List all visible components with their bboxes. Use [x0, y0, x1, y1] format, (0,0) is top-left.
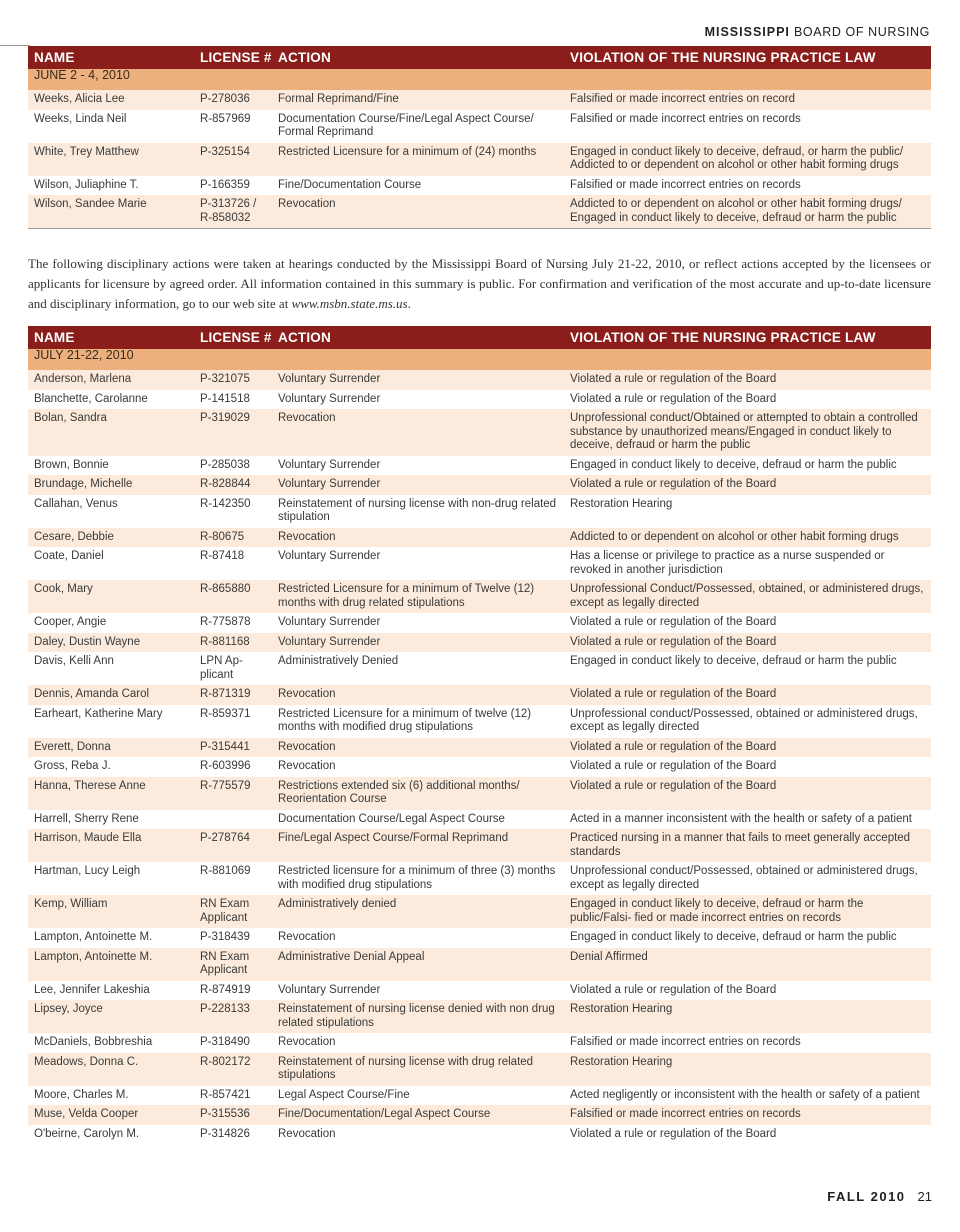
cell-violation: Unprofessional conduct/Possessed, obtained or administered drugs, except as legally directed: [564, 862, 931, 895]
cell-name: Cooper, Angie: [28, 613, 194, 633]
cell-action: Revocation: [272, 685, 564, 705]
cell-action: Restricted Licensure for a minimum of twelve (12) months with modified drug stipulations: [272, 705, 564, 738]
cell-name: White, Trey Matthew: [28, 143, 194, 176]
table-row: [28, 475, 931, 495]
cell-violation: Violated a rule or regulation of the Board: [564, 1125, 931, 1145]
cell-license: R-828844: [194, 475, 272, 495]
cell-violation: Acted negligently or inconsistent with the health or safety of a patient: [564, 1086, 931, 1106]
cell-action: Fine/Documentation Course: [272, 176, 564, 196]
cell-license: R-874919: [194, 981, 272, 1001]
table-row: [28, 685, 931, 705]
cell-license: P-325154: [194, 143, 272, 176]
cell-license: P-321075: [194, 370, 272, 390]
cell-name: Callahan, Venus: [28, 495, 194, 528]
cell-license: P-314826: [194, 1125, 272, 1145]
table-row: [28, 143, 931, 176]
cell-name: Gross, Reba J.: [28, 757, 194, 777]
col-header-violation: VIOLATION OF THE NURSING PRACTICE LAW: [564, 326, 931, 349]
cell-action: Administratively denied: [272, 895, 564, 928]
cell-action: Voluntary Surrender: [272, 547, 564, 580]
cell-license: P-318490: [194, 1033, 272, 1053]
cell-license: R-802172: [194, 1053, 272, 1086]
cell-name: Earheart, Katherine Mary: [28, 705, 194, 738]
cell-name: Davis, Kelli Ann: [28, 652, 194, 685]
hearing-date: JUNE 2 - 4, 2010: [28, 69, 931, 90]
cell-violation: Violated a rule or regulation of the Board: [564, 633, 931, 653]
cell-violation: Violated a rule or regulation of the Board: [564, 475, 931, 495]
table-row: [28, 1000, 931, 1033]
cell-name: Weeks, Linda Neil: [28, 110, 194, 143]
cell-action: Restricted licensure for a minimum of three (3) months with modified drug stipulations: [272, 862, 564, 895]
cell-name: Hanna, Therese Anne: [28, 777, 194, 810]
cell-violation: Restoration Hearing: [564, 1053, 931, 1086]
hearing-date: JULY 21-22, 2010: [28, 349, 931, 370]
cell-license: P-166359: [194, 176, 272, 196]
cell-action: Administrative Denial Appeal: [272, 948, 564, 981]
cell-violation: Falsified or made incorrect entries on records: [564, 110, 931, 143]
header-title-rest: BOARD OF NURSING: [789, 25, 930, 39]
disciplinary-table-june: [28, 46, 931, 229]
intro-end: .: [407, 296, 411, 311]
cell-name: Weeks, Alicia Lee: [28, 90, 194, 110]
cell-name: Kemp, William: [28, 895, 194, 928]
cell-action: Voluntary Surrender: [272, 633, 564, 653]
cell-action: Revocation: [272, 528, 564, 548]
cell-action: Restrictions extended six (6) additional months/ Reorientation Course: [272, 777, 564, 810]
cell-action: Restricted Licensure for a minimum of Twelve (12) months with drug related stipulations: [272, 580, 564, 613]
cell-license: LPN Ap- plicant: [194, 652, 272, 685]
col-header-license: LICENSE #: [194, 326, 272, 349]
cell-license: P-315441: [194, 738, 272, 758]
cell-license: P-318439: [194, 928, 272, 948]
table-row: [28, 810, 931, 830]
cell-violation: Violated a rule or regulation of the Board: [564, 685, 931, 705]
cell-action: Revocation: [272, 928, 564, 948]
cell-license: R-87418: [194, 547, 272, 580]
cell-action: Voluntary Surrender: [272, 475, 564, 495]
table-row: [28, 195, 931, 229]
cell-action: Legal Aspect Course/Fine: [272, 1086, 564, 1106]
cell-action: Revocation: [272, 757, 564, 777]
cell-name: Brown, Bonnie: [28, 456, 194, 476]
header-title-bold: MISSISSIPPI: [704, 25, 790, 39]
cell-license: R-865880: [194, 580, 272, 613]
table-row: [28, 1053, 931, 1086]
cell-license: P-228133: [194, 1000, 272, 1033]
issue-season: FALL 2010: [827, 1189, 906, 1204]
table-header-row: [28, 46, 931, 69]
top-rule: [0, 45, 30, 46]
table-row: [28, 862, 931, 895]
cell-license: P-285038: [194, 456, 272, 476]
table-row: [28, 409, 931, 456]
cell-name: Moore, Charles M.: [28, 1086, 194, 1106]
table-row: [28, 633, 931, 653]
table-row: [28, 613, 931, 633]
cell-license: RN Exam Applicant: [194, 948, 272, 981]
cell-name: Lampton, Antoinette M.: [28, 948, 194, 981]
table-row: [28, 948, 931, 981]
cell-action: Reinstatement of nursing license with drug related stipulations: [272, 1053, 564, 1086]
disciplinary-table-july: [28, 326, 931, 1144]
cell-name: Harrison, Maude Ella: [28, 829, 194, 862]
cell-license: P-278036: [194, 90, 272, 110]
cell-action: Voluntary Surrender: [272, 390, 564, 410]
cell-license: RN Exam Applicant: [194, 895, 272, 928]
cell-violation: Violated a rule or regulation of the Board: [564, 613, 931, 633]
cell-violation: Falsified or made incorrect entries on records: [564, 176, 931, 196]
table-row: [28, 777, 931, 810]
cell-violation: Falsified or made incorrect entries on record: [564, 90, 931, 110]
cell-license: P-141518: [194, 390, 272, 410]
cell-name: Lipsey, Joyce: [28, 1000, 194, 1033]
date-row: [28, 69, 931, 90]
table-row: [28, 928, 931, 948]
cell-name: O'beirne, Carolyn M.: [28, 1125, 194, 1145]
cell-license: P-278764: [194, 829, 272, 862]
cell-action: Restricted Licensure for a minimum of (24) months: [272, 143, 564, 176]
cell-violation: Engaged in conduct likely to deceive, defraud or harm the public: [564, 652, 931, 685]
website-link[interactable]: www.msbn.state.ms.us: [291, 296, 408, 311]
cell-action: Administratively Denied: [272, 652, 564, 685]
cell-license: R-857969: [194, 110, 272, 143]
cell-name: Dennis, Amanda Carol: [28, 685, 194, 705]
cell-violation: Denial Affirmed: [564, 948, 931, 981]
cell-violation: Falsified or made incorrect entries on records: [564, 1105, 931, 1125]
cell-name: Cesare, Debbie: [28, 528, 194, 548]
col-header-name: NAME: [28, 46, 194, 69]
date-row: [28, 349, 931, 370]
cell-name: Coate, Daniel: [28, 547, 194, 580]
cell-name: Wilson, Juliaphine T.: [28, 176, 194, 196]
col-header-license: LICENSE #: [194, 46, 272, 69]
table-row: [28, 757, 931, 777]
cell-action: Voluntary Surrender: [272, 981, 564, 1001]
cell-violation: Restoration Hearing: [564, 1000, 931, 1033]
cell-name: Harrell, Sherry Rene: [28, 810, 194, 830]
col-header-action: ACTION: [272, 46, 564, 69]
cell-action: Revocation: [272, 409, 564, 456]
table-row: [28, 1105, 931, 1125]
cell-violation: Has a license or privilege to practice as a nurse suspended or revoked in another jurisdiction: [564, 547, 931, 580]
cell-action: Reinstatement of nursing license with non-drug related stipulation: [272, 495, 564, 528]
cell-violation: Violated a rule or regulation of the Board: [564, 738, 931, 758]
cell-name: Everett, Donna: [28, 738, 194, 758]
cell-license: R-881168: [194, 633, 272, 653]
cell-action: Voluntary Surrender: [272, 613, 564, 633]
cell-name: Bolan, Sandra: [28, 409, 194, 456]
cell-license: P-315536: [194, 1105, 272, 1125]
table-row: [28, 652, 931, 685]
cell-violation: Violated a rule or regulation of the Board: [564, 390, 931, 410]
intro-text: The following disciplinary actions were taken at hearings conducted by the Mississippi Board of Nursing July 21-22, 2010, or reflect actions accepted by the licensees or applicants for licensure by agreed order. All information contained in this summary is public. For confirmation and verification of the most accurate and up-to-date licensure and disciplinary information, go to our web site at: [28, 256, 931, 311]
col-header-action: ACTION: [272, 326, 564, 349]
table-row: [28, 1125, 931, 1145]
cell-license: R-859371: [194, 705, 272, 738]
cell-action: Fine/Legal Aspect Course/Formal Reprimand: [272, 829, 564, 862]
cell-action: Formal Reprimand/Fine: [272, 90, 564, 110]
table-row: [28, 528, 931, 548]
cell-violation: Violated a rule or regulation of the Board: [564, 777, 931, 810]
cell-action: Revocation: [272, 195, 564, 229]
cell-name: Hartman, Lucy Leigh: [28, 862, 194, 895]
cell-license: R-775878: [194, 613, 272, 633]
cell-action: Documentation Course/Fine/Legal Aspect Course/ Formal Reprimand: [272, 110, 564, 143]
table-row: [28, 547, 931, 580]
cell-name: Anderson, Marlena: [28, 370, 194, 390]
cell-license: R-857421: [194, 1086, 272, 1106]
cell-violation: Engaged in conduct likely to deceive, defraud or harm the public: [564, 928, 931, 948]
table-row: [28, 1033, 931, 1053]
cell-violation: Violated a rule or regulation of the Board: [564, 370, 931, 390]
cell-action: Revocation: [272, 738, 564, 758]
table-row: [28, 705, 931, 738]
col-header-violation: VIOLATION OF THE NURSING PRACTICE LAW: [564, 46, 931, 69]
cell-action: Documentation Course/Legal Aspect Course: [272, 810, 564, 830]
page-header: [705, 25, 930, 39]
cell-action: Fine/Documentation/Legal Aspect Course: [272, 1105, 564, 1125]
cell-name: Lampton, Antoinette M.: [28, 928, 194, 948]
cell-violation: Violated a rule or regulation of the Board: [564, 981, 931, 1001]
cell-violation: Violated a rule or regulation of the Board: [564, 757, 931, 777]
cell-violation: Addicted to or dependent on alcohol or other habit forming drugs: [564, 528, 931, 548]
table-row: [28, 738, 931, 758]
table-row: [28, 895, 931, 928]
table-row: [28, 580, 931, 613]
cell-name: Brundage, Michelle: [28, 475, 194, 495]
cell-action: Revocation: [272, 1125, 564, 1145]
cell-license: R-871319: [194, 685, 272, 705]
cell-license: R-142350: [194, 495, 272, 528]
intro-paragraph: [28, 254, 931, 314]
cell-name: Blanchette, Carolanne: [28, 390, 194, 410]
cell-license: P-319029: [194, 409, 272, 456]
cell-violation: Addicted to or dependent on alcohol or other habit forming drugs/ Engaged in conduct likely to deceive, defraud or harm the public: [564, 195, 931, 229]
cell-violation: Unprofessional conduct/Obtained or attempted to obtain a controlled substance by unauthorized means/Engaged in conduct likely to deceive, defraud or harm the public: [564, 409, 931, 456]
table-row: [28, 456, 931, 476]
table-row: [28, 176, 931, 196]
table-row: [28, 1086, 931, 1106]
table-row: [28, 90, 931, 110]
table-row: [28, 370, 931, 390]
cell-action: Voluntary Surrender: [272, 370, 564, 390]
page-number: 21: [917, 1189, 932, 1204]
cell-license: R-881069: [194, 862, 272, 895]
cell-name: Wilson, Sandee Marie: [28, 195, 194, 229]
cell-action: Revocation: [272, 1033, 564, 1053]
cell-name: Lee, Jennifer Lakeshia: [28, 981, 194, 1001]
page-footer: [827, 1189, 932, 1204]
table-row: [28, 390, 931, 410]
cell-license: R-603996: [194, 757, 272, 777]
cell-violation: Engaged in conduct likely to deceive, defraud, or harm the public/ Addicted to or dependent on alcohol or other habit forming drugs: [564, 143, 931, 176]
cell-violation: Unprofessional conduct/Possessed, obtained or administered drugs, except as legally directed: [564, 705, 931, 738]
cell-license: R-80675: [194, 528, 272, 548]
cell-name: Cook, Mary: [28, 580, 194, 613]
cell-violation: Practiced nursing in a manner that fails to meet generally accepted standards: [564, 829, 931, 862]
cell-violation: Acted in a manner inconsistent with the health or safety of a patient: [564, 810, 931, 830]
cell-license: P-313726 / R-858032: [194, 195, 272, 229]
cell-violation: Engaged in conduct likely to deceive, defraud or harm the public: [564, 456, 931, 476]
cell-license: [194, 810, 272, 830]
cell-violation: Unprofessional Conduct/Possessed, obtained, or administered drugs, except as legally directed: [564, 580, 931, 613]
cell-name: Daley, Dustin Wayne: [28, 633, 194, 653]
cell-name: McDaniels, Bobbreshia: [28, 1033, 194, 1053]
table-row: [28, 981, 931, 1001]
cell-name: Muse, Velda Cooper: [28, 1105, 194, 1125]
cell-name: Meadows, Donna C.: [28, 1053, 194, 1086]
cell-action: Voluntary Surrender: [272, 456, 564, 476]
cell-action: Reinstatement of nursing license denied with non drug related stipulations: [272, 1000, 564, 1033]
table-row: [28, 110, 931, 143]
table-header-row: [28, 326, 931, 349]
table-row: [28, 829, 931, 862]
cell-violation: Falsified or made incorrect entries on records: [564, 1033, 931, 1053]
cell-license: R-775579: [194, 777, 272, 810]
table-row: [28, 495, 931, 528]
cell-violation: Engaged in conduct likely to deceive, defraud or harm the public/Falsi- fied or made incorrect entries on records: [564, 895, 931, 928]
cell-violation: Restoration Hearing: [564, 495, 931, 528]
col-header-name: NAME: [28, 326, 194, 349]
